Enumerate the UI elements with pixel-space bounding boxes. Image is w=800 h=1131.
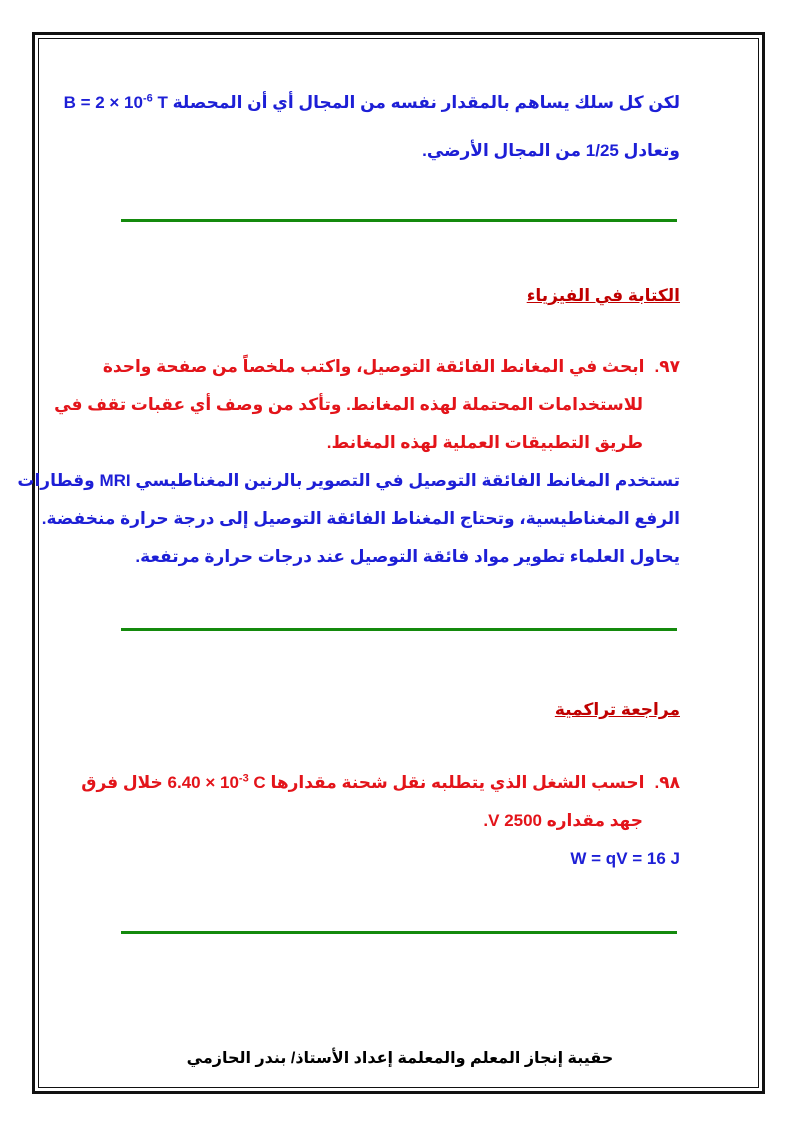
section1-line1: [64, 93, 680, 113]
section1-line2: وتعادل 1/25 من المجال الأرضي.: [422, 141, 680, 160]
question-97-line2: للاستخدامات المحتملة لهذه المغانط. وتأكد من وصف أي عقبات تقف في: [54, 395, 643, 414]
heading-cumulative-review: مراجعة تراكمية: [554, 700, 680, 719]
question-98-charge: [168, 773, 266, 793]
question-98-line2: جهد مقداره 2500 V.: [483, 811, 643, 830]
question-97-line3: طريق التطبيقات العملية لهذه المغانط.: [326, 433, 643, 452]
answer-97-line1: تستخدم المغانط الفائقة التوصيل في التصوير بالرنين المغناطيسي MRI وقطارات: [17, 471, 680, 490]
answer-97-line2: الرفع المغناطيسية، وتحتاج المغناط الفائقة التوصيل إلى درجة حرارة منخفضة.: [41, 509, 680, 528]
question-98-suffix: خلال فرق: [81, 773, 163, 792]
answer-98: [570, 849, 680, 869]
section1-line1-text: لكن كل سلك يساهم بالمقدار نفسه من المجال أي أن المحصلة: [172, 93, 680, 112]
page-footer: حقيبة إنجاز المعلم والمعلمة إعداد الأستاذ/ بندر الحازمي: [186, 1050, 614, 1067]
formula-exponent: -6: [142, 92, 153, 105]
formula-unit: T: [152, 93, 168, 112]
question-98-prefix: احسب الشغل الذي يتطلبه نقل شحنة مقدارها: [270, 773, 645, 792]
section1-formula: [64, 93, 168, 113]
divider-3: [121, 931, 677, 934]
charge-unit: C: [248, 773, 266, 792]
charge-exponent: -3: [238, 772, 249, 785]
heading-writing-in-physics: الكتابة في الفيزياء: [526, 286, 680, 305]
question-98-line1: [81, 773, 680, 793]
divider-2: [121, 628, 677, 631]
formula-base: B = 2 × 10: [63, 93, 143, 112]
question-98-number: ٩٨.: [654, 773, 680, 792]
question-97-line1: [103, 357, 680, 377]
divider-1: [121, 219, 677, 222]
answer-98-formula: W = qV = 16 J: [570, 849, 680, 868]
question-97-text1: ابحث في المغانط الفائقة التوصيل، واكتب ملخصاً من صفحة واحدة: [102, 357, 645, 376]
question-97-number: ٩٧.: [654, 357, 680, 376]
charge-base: 6.40 × 10: [167, 773, 239, 792]
answer-97-line3: يحاول العلماء تطوير مواد فائقة التوصيل عند درجات حرارة مرتفعة.: [135, 547, 680, 566]
